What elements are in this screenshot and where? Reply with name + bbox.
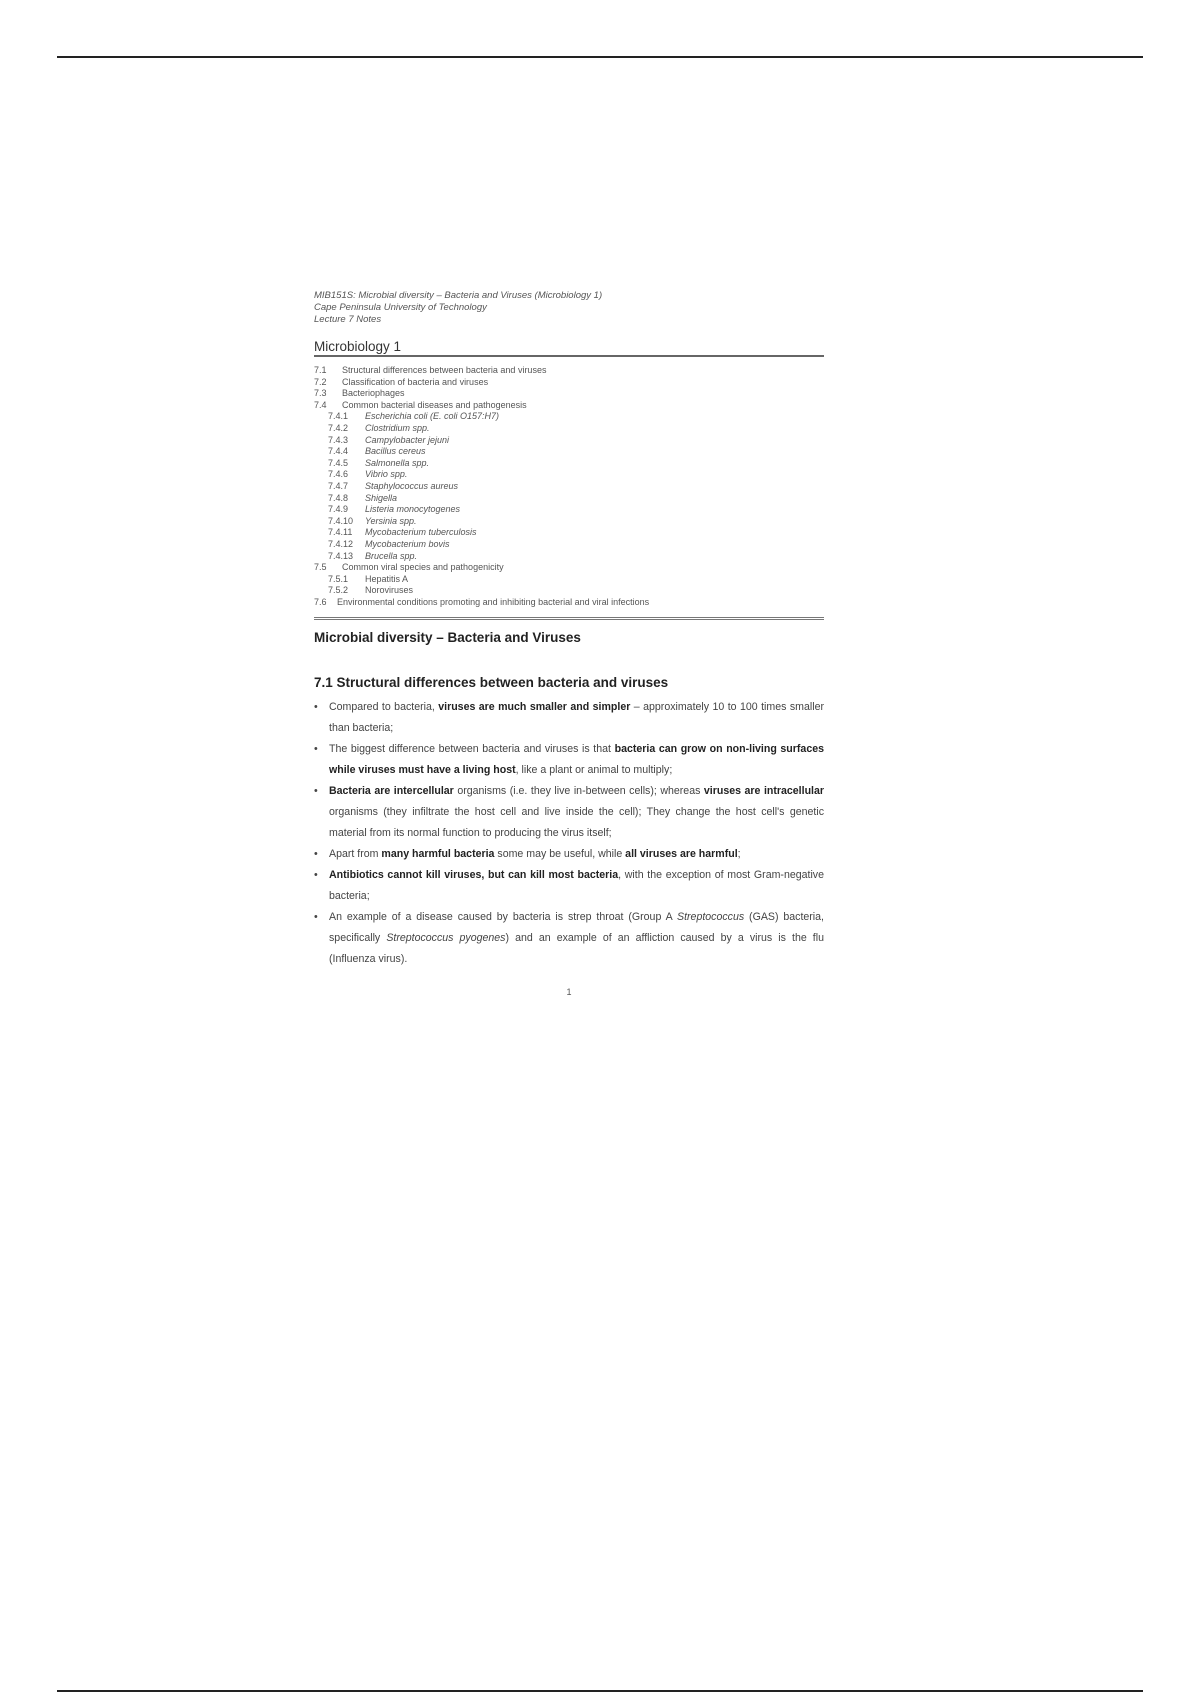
toc-number: 7.5.2	[328, 585, 349, 596]
header-institution-line: Cape Peninsula University of Technology	[314, 302, 487, 313]
bullet-list	[314, 697, 824, 970]
toc-subitem[interactable]	[314, 504, 824, 516]
toc-number: 7.4	[314, 399, 327, 410]
bullet-item: • Antibiotics cannot kill viruses, but can kill most bacteria, with the exception of most Gram-negative bacteria;	[314, 865, 824, 907]
toc-title: Clostridium spp.	[365, 422, 430, 433]
toc-number: 7.5	[314, 562, 327, 573]
toc-number: 7.4.9	[328, 504, 349, 515]
toc-title: Yersinia spp.	[365, 515, 417, 526]
toc-subitem[interactable]	[314, 435, 824, 447]
page-number: 1	[566, 987, 572, 998]
toc-title: Brucella spp.	[365, 550, 418, 561]
toc-title: Classification of bacteria and viruses	[342, 376, 489, 387]
toc-number: 7.4.2	[328, 422, 349, 433]
toc-subitem[interactable]	[314, 411, 824, 423]
toc-title: Bacteriophages	[342, 388, 405, 399]
toc-title: Bacillus cereus	[365, 446, 426, 457]
toc-subitem[interactable]	[314, 493, 824, 505]
toc-title: Escherichia coli (E. coli O157:H7)	[365, 411, 500, 422]
toc-subitem[interactable]	[314, 527, 824, 539]
course-title: Microbiology 1	[314, 339, 824, 357]
toc-title: Listeria monocytogenes	[365, 504, 461, 515]
toc-number: 7.4.1	[328, 411, 349, 422]
toc-title: Campylobacter jejuni	[365, 434, 450, 445]
toc-title: Hepatitis A	[365, 573, 409, 584]
bullet-item: • An example of a disease caused by bacteria is strep throat (Group A Streptococcus (GAS) bacteria, specifically Streptococcus pyogenes) and an example of an affliction caused by a virus is the flu (Influenza virus).	[314, 907, 824, 970]
table-of-contents	[314, 365, 824, 608]
header-course-line: MIB151S: Microbial diversity – Bacteria and Viruses (Microbiology 1)	[314, 290, 603, 301]
toc-title: Common bacterial diseases and pathogenesis	[342, 399, 527, 410]
toc-title: Mycobacterium tuberculosis	[365, 527, 477, 538]
toc-number: 7.4.11	[328, 527, 353, 538]
toc-subitem[interactable]	[314, 551, 824, 563]
top-rule	[57, 56, 1143, 58]
toc-number: 7.4.4	[328, 446, 349, 457]
toc-subitem[interactable]	[314, 574, 824, 586]
toc-item[interactable]	[314, 365, 824, 377]
toc-subitem[interactable]	[314, 516, 824, 528]
toc-number: 7.4.5	[328, 457, 349, 468]
toc-title: Noroviruses	[365, 585, 414, 596]
toc-title: Salmonella spp.	[365, 457, 430, 468]
toc-number: 7.4.10	[328, 515, 354, 526]
toc-subitem[interactable]	[314, 585, 824, 597]
bullet-item: • Bacteria are intercellular organisms (i.e. they live in-between cells); whereas viruses are intracellular organisms (they infiltrate the host cell and live inside the cell); They change the host cell's genetic material from its normal function to producing the virus itself;	[314, 781, 824, 844]
toc-number: 7.2	[314, 376, 327, 387]
toc-number: 7.4.12	[328, 538, 354, 549]
toc-item[interactable]	[314, 562, 824, 574]
bullet-item: • Compared to bacteria, viruses are much smaller and simpler – approximately 10 to 100 times smaller than bacteria;	[314, 697, 824, 739]
toc-title: Vibrio spp.	[365, 469, 408, 480]
toc-number: 7.5.1	[328, 573, 349, 584]
toc-title: Staphylococcus aureus	[365, 480, 459, 491]
toc-item[interactable]	[314, 597, 824, 609]
subsection-title: 7.1 Structural differences between bacteria and viruses	[314, 675, 669, 691]
toc-item[interactable]	[314, 377, 824, 389]
section-title: Microbial diversity – Bacteria and Viruses	[314, 630, 581, 646]
toc-title: Mycobacterium bovis	[365, 538, 450, 549]
toc-subitem[interactable]	[314, 446, 824, 458]
toc-title: Shigella	[365, 492, 398, 503]
bullet-item: • The biggest difference between bacteria and viruses is that bacteria can grow on non-living surfaces while viruses must have a living host, like a plant or animal to multiply;	[314, 739, 824, 781]
toc-subitem[interactable]	[314, 539, 824, 551]
toc-number: 7.6	[314, 596, 327, 607]
toc-subitem[interactable]	[314, 423, 824, 435]
toc-number: 7.1	[314, 365, 327, 375]
toc-number: 7.4.6	[328, 469, 349, 480]
toc-subitem[interactable]	[314, 481, 824, 493]
toc-item[interactable]	[314, 400, 824, 412]
document-header	[314, 290, 824, 326]
bottom-rule	[57, 1690, 1143, 1692]
header-lecture-line: Lecture 7 Notes	[314, 314, 382, 325]
document-page	[314, 290, 824, 997]
toc-number: 7.4.7	[328, 480, 349, 491]
toc-number: 7.4.8	[328, 492, 349, 503]
toc-subitem[interactable]	[314, 458, 824, 470]
toc-number: 7.3	[314, 388, 327, 399]
toc-title: Structural differences between bacteria and viruses	[342, 365, 547, 375]
toc-title: Environmental conditions promoting and inhibiting bacterial and viral infections	[337, 596, 650, 607]
toc-title: Common viral species and pathogenicity	[342, 562, 504, 573]
bullet-item: • Apart from many harmful bacteria some may be useful, while all viruses are harmful;	[314, 844, 824, 865]
toc-number: 7.4.3	[328, 434, 349, 445]
toc-item[interactable]	[314, 388, 824, 400]
toc-divider	[314, 617, 824, 620]
toc-subitem[interactable]	[314, 469, 824, 481]
toc-number: 7.4.13	[328, 550, 354, 561]
